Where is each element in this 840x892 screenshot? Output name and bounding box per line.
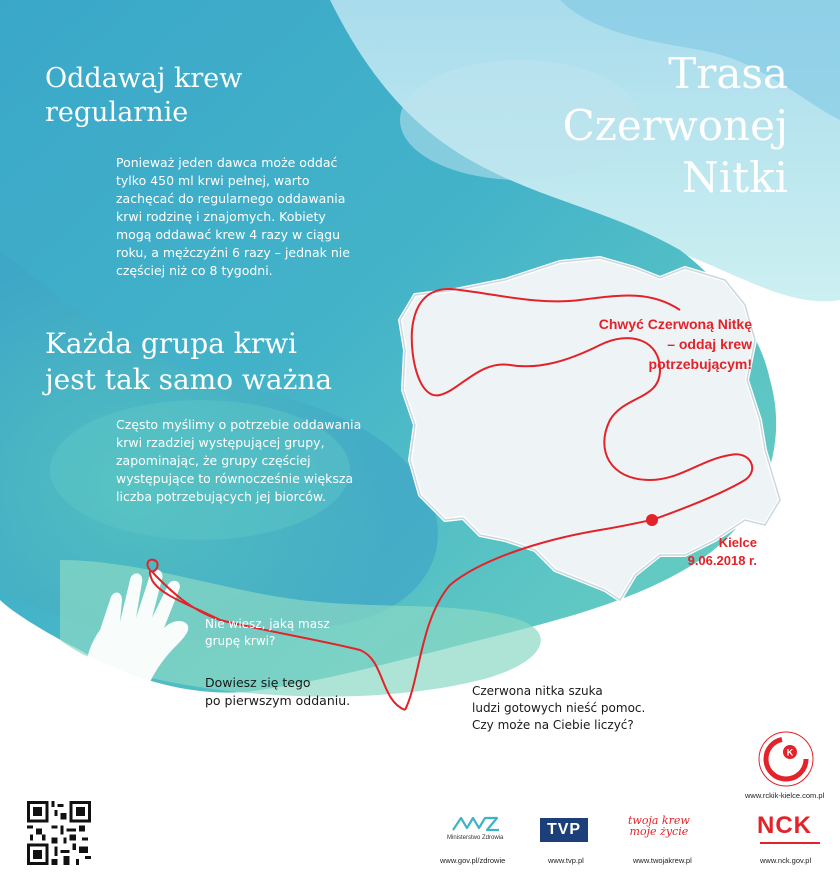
paragraph-line: tylko 450 ml krwi pełnej, warto: [116, 173, 310, 188]
paragraph-line: krwi rzadziej występującej grupy,: [116, 435, 325, 450]
paragraph-blood-groups: [116, 416, 396, 506]
nck-url[interactable]: www.nck.gov.pl: [760, 856, 812, 865]
slogan-line: – oddaj krew: [667, 336, 752, 352]
rckik-logo: [757, 730, 815, 788]
rckik-url[interactable]: www.rckik-kielce.com.pl: [745, 791, 825, 800]
note-line: Czerwona nitka szuka: [472, 684, 603, 698]
heading-blood-groups: [45, 326, 332, 398]
twoja-krew-logo: [628, 815, 690, 837]
note-line: Czy może na Ciebie liczyć?: [472, 718, 634, 732]
slogan-line: potrzebującym!: [648, 356, 752, 372]
map-slogan: [599, 314, 752, 374]
kielce-marker: [646, 514, 658, 526]
event-city: Kielce: [718, 535, 757, 550]
answer-line: Dowiesz się tego: [205, 675, 311, 690]
twoja-krew-line: moje życie: [629, 825, 689, 838]
slogan-line: Chwyć Czerwoną Nitkę: [598, 316, 752, 332]
paragraph-line: Ponieważ jeden dawca może oddać: [116, 155, 338, 170]
mz-name: Ministerstwo Zdrowia: [447, 835, 504, 841]
nck-underline: [760, 842, 820, 844]
paragraph-regularly: [116, 154, 386, 280]
question-line: grupę krwi?: [205, 634, 276, 648]
title-line: Czerwonej: [562, 101, 788, 150]
heading-line: regularnie: [45, 97, 189, 128]
paragraph-line: mogą oddawać krew 4 razy w ciągu: [116, 227, 341, 242]
event-date: 9.06.2018 r.: [687, 553, 757, 568]
paragraph-line: występujące to równocześnie większa: [116, 471, 354, 486]
paragraph-line: Często myślimy o potrzebie oddawania: [116, 417, 362, 432]
qr-code[interactable]: [27, 801, 91, 865]
tvp-url[interactable]: www.tvp.pl: [548, 856, 584, 865]
mz-url[interactable]: www.gov.pl/zdrowie: [440, 856, 506, 865]
twoja-krew-line: twoja krew: [628, 814, 690, 827]
blood-group-answer: [205, 674, 350, 710]
poster-title: [563, 48, 788, 204]
tvp-logo: TVP: [540, 818, 588, 842]
title-line: Nitki: [682, 153, 788, 202]
ministerstwo-zdrowia-logo: [451, 814, 501, 832]
heading-line: jest tak samo ważna: [45, 363, 333, 396]
paragraph-line: zapominając, że grupy częściej: [116, 453, 311, 468]
title-line: Trasa: [668, 49, 788, 98]
paragraph-line: krwi rodzinę i znajomych. Kobiety: [116, 209, 326, 224]
heading-line: Każda grupa krwi: [45, 327, 298, 360]
nck-logo: NCK: [757, 812, 812, 839]
paragraph-line: zachęcać do regularnego oddawania: [116, 191, 346, 206]
paragraph-line: częściej niż co 8 tygodni.: [116, 263, 273, 278]
event-location: [652, 534, 757, 570]
question-line: Nie wiesz, jaką masz: [205, 617, 330, 631]
heading-line: Oddawaj krew: [45, 63, 243, 94]
blood-group-question: [205, 616, 330, 650]
heading-regularly: [45, 62, 242, 130]
note-line: ludzi gotowych nieść pomoc.: [472, 701, 646, 715]
bottom-note: [472, 683, 645, 734]
answer-line: po pierwszym oddaniu.: [205, 693, 351, 708]
svg-text:K: K: [786, 747, 794, 758]
paragraph-line: liczba potrzebujących jej biorców.: [116, 489, 326, 504]
paragraph-line: roku, a mężczyźni 6 razy – jednak nie: [116, 245, 350, 260]
twoja-krew-url[interactable]: www.twojakrew.pl: [633, 856, 692, 865]
